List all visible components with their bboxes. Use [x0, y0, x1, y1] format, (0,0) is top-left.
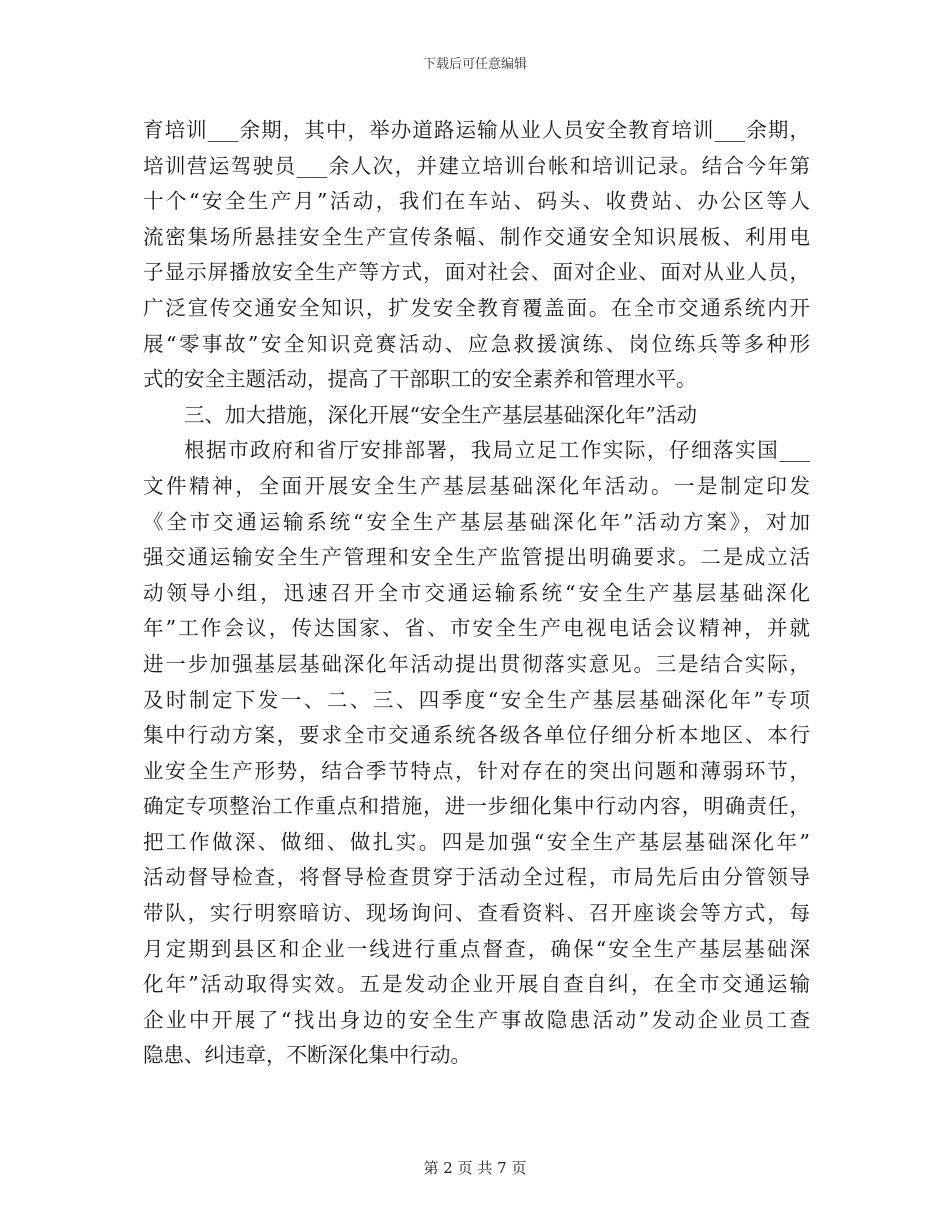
body-line: 化年”活动取得实效。五是发动企业开展自查自纠，在全市交通运输: [143, 972, 810, 997]
document-body: [143, 113, 810, 1074]
body-line: 展“零事故”安全知识竞赛活动、应急救援演练、岗位练兵等多种形: [143, 331, 810, 356]
body-line: 广泛宣传交通安全知识，扩发安全教育覆盖面。在全市交通系统内开: [143, 295, 810, 320]
body-line: 把工作做深、做细、做扎实。四是加强“安全生产基层基础深化年”: [143, 829, 810, 854]
body-line: 培训营运驾驶员___余人次，并建立培训台帐和培训记录。结合今年第: [143, 153, 810, 178]
body-line: 十个“安全生产月”活动，我们在车站、码头、收费站、办公区等人: [143, 189, 810, 214]
body-line-paragraph-end: 隐患、纠违章，不断深化集中行动。: [143, 1043, 471, 1068]
body-line: 月定期到县区和企业一线进行重点督查，确保“安全生产基层基础深: [143, 936, 810, 961]
page-number: 第 2 页 共 7 页: [423, 1159, 527, 1177]
body-line: 带队，实行明察暗访、现场询问、查看资料、召开座谈会等方式，每: [143, 901, 810, 926]
body-line: 业安全生产形势，结合季节特点，针对存在的突出问题和薄弱环节，: [143, 758, 810, 783]
body-line: 动领导小组，迅速召开全市交通运输系统“安全生产基层基础深化: [143, 580, 810, 605]
section-heading: 三、加大措施，深化开展“安全生产基层基础深化年”活动: [184, 402, 697, 427]
body-line: 文件精神，全面开展安全生产基层基础深化年活动。一是制定印发: [143, 473, 810, 498]
body-line: 企业中开展了“找出身边的安全生产事故隐患活动”发动企业员工查: [143, 1007, 810, 1032]
body-line: 流密集场所悬挂安全生产宣传条幅、制作交通安全知识展板、利用电: [143, 224, 810, 249]
paragraph-first-line: 根据市政府和省厅安排部署，我局立足工作实际，仔细落实国___: [184, 438, 810, 463]
body-line: 强交通运输安全生产管理和安全生产监管提出明确要求。二是成立活: [143, 545, 810, 570]
body-line: 进一步加强基层基础深化年活动提出贯彻落实意见。三是结合实际，: [143, 651, 810, 676]
body-line: 确定专项整治工作重点和措施，进一步细化集中行动内容，明确责任，: [143, 794, 810, 819]
body-line: 及时制定下发一、二、三、四季度“安全生产基层基础深化年”专项: [143, 687, 810, 712]
body-line: 活动督导检查，将督导检查贯穿于活动全过程，市局先后由分管领导: [143, 865, 810, 890]
page-header-note: 下载后可任意编辑: [422, 57, 527, 72]
body-line: 《全市交通运输系统“安全生产基层基础深化年”活动方案》，对加: [143, 509, 810, 534]
body-line: 育培训___余期，其中，举办道路运输从业人员安全教育培训___余期，: [143, 118, 810, 142]
body-line: 集中行动方案，要求全市交通系统各级各单位仔细分析本地区、本行: [143, 723, 810, 748]
body-line-paragraph-end: 式的安全主题活动，提高了干部职工的安全素养和管理水平。: [143, 367, 697, 392]
body-line: 子显示屏播放安全生产等方式，面对社会、面对企业、面对从业人员，: [143, 260, 810, 285]
body-line: 年”工作会议，传达国家、省、市安全生产电视电话会议精神，并就: [143, 616, 810, 641]
